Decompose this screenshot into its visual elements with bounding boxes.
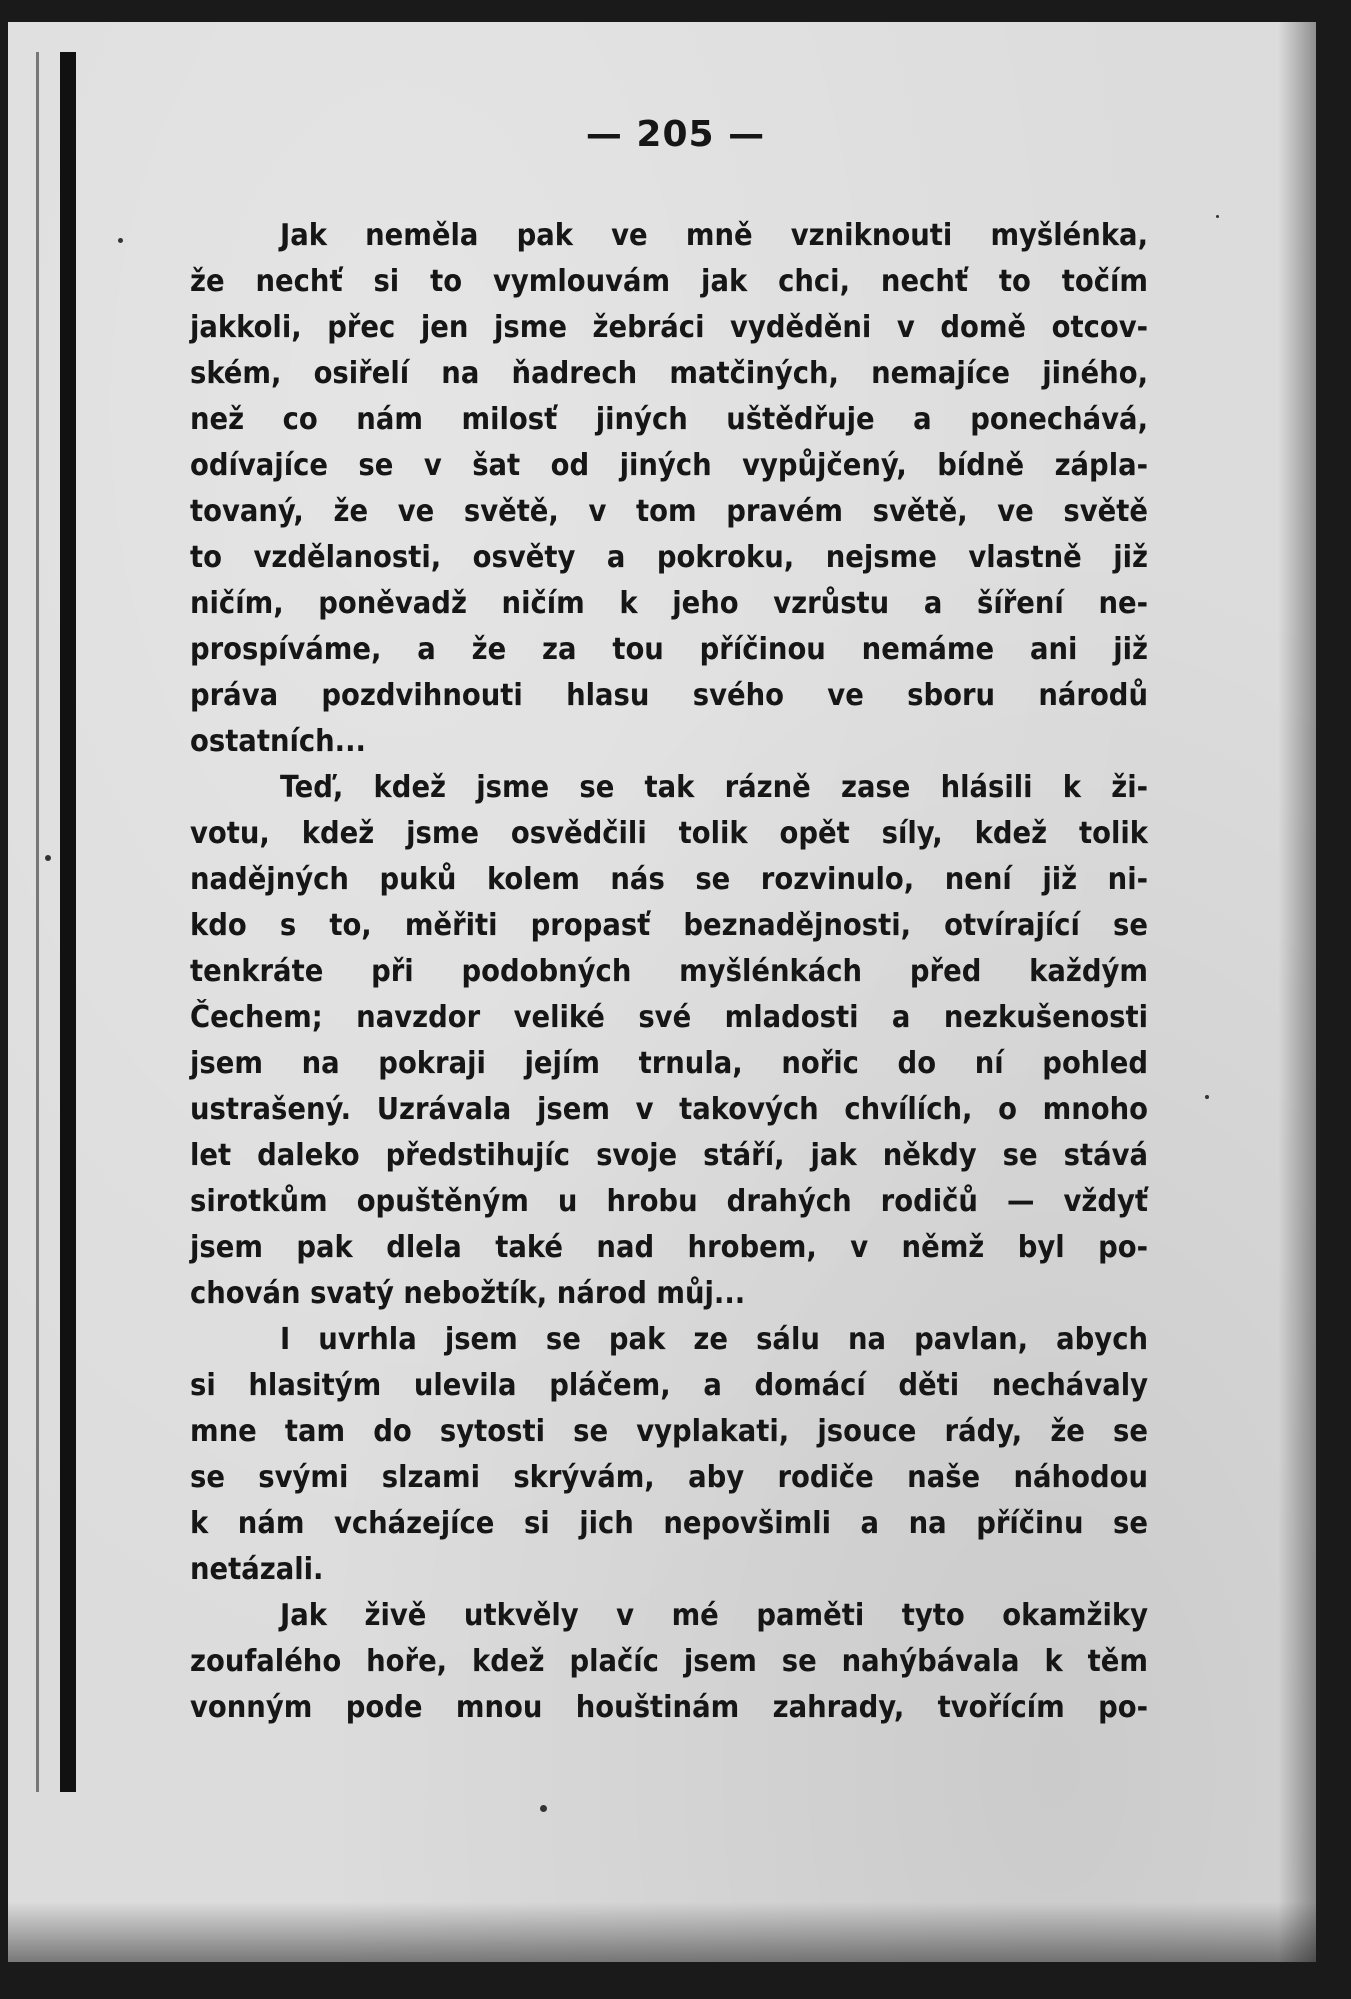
binding-edge-thin — [36, 52, 39, 1792]
scan-speck — [45, 855, 51, 861]
text-line: mne tam do sytosti se vyplakati, jsouce rády, že se — [190, 1414, 1148, 1449]
text-line: zoufalého hoře, kdež plačíc jsem se nahýbávala k těm — [190, 1644, 1148, 1679]
text-line: ustrašený. Uzrávala jsem v takových chvílích, o mnoho — [190, 1092, 1148, 1127]
page-number: — 205 — — [585, 114, 766, 155]
paragraph-4 — [190, 1593, 1148, 1731]
text-line: Jak neměla pak ve mně vzniknouti myšlénka, — [280, 218, 1148, 253]
text-line: tovaný, že ve světě, v tom pravém světě, ve světě — [190, 494, 1148, 529]
scan-speck — [118, 238, 123, 243]
text-line: k nám vcházejíce si jich nepovšimli a na příčinu se — [190, 1506, 1148, 1541]
text-line: odívajíce se v šat od jiných vypůjčený, bídně záplа- — [190, 448, 1148, 483]
text-line: sirotkům opuštěným u hrobu drahých rodičů — vždyť — [190, 1184, 1148, 1219]
text-line: vonným pode mnou houštinám zahrady, tvořícím po- — [190, 1690, 1148, 1725]
text-line: si hlasitým ulevila pláčem, a domácí děti nechávaly — [190, 1368, 1148, 1403]
text-line: kdo s to, měřiti propasť beznadějnosti, otvírající se — [190, 908, 1148, 943]
text-line: tenkráte při podobných myšlénkách před každým — [190, 954, 1148, 989]
paragraph-1 — [190, 213, 1148, 765]
text-line: jsem pak dlela také nad hrobem, v němž byl po- — [190, 1230, 1148, 1265]
text-line: jakkoli, přec jen jsme žebráci vyděděni v domě otcov- — [190, 310, 1148, 345]
text-line: Teď, kdež jsme se tak rázně zase hlásili k ži- — [280, 770, 1148, 805]
paragraph-2 — [190, 765, 1148, 1317]
text-line: Jak živě utkvěly v mé paměti tyto okamžiky — [280, 1598, 1148, 1633]
scan-speck — [1205, 1095, 1209, 1099]
text-line: votu, kdež jsme osvědčili tolik opět síly, kdež tolik — [190, 816, 1148, 851]
text-line: chován svatý nebožtík, národ můj... — [190, 1276, 746, 1311]
text-line: se svými slzami skrývám, aby rodiče naše náhodou — [190, 1460, 1148, 1495]
page-edge-shadow — [1278, 22, 1316, 1962]
binding-edge — [60, 52, 76, 1792]
text-line: netázali. — [190, 1552, 324, 1587]
text-line: ostatních... — [190, 724, 366, 759]
paragraph-3 — [190, 1317, 1148, 1593]
text-line: nadějných puků kolem nás se rozvinulo, není již ni- — [190, 862, 1148, 897]
text-line: práva pozdvihnouti hlasu svého ve sboru národů — [190, 678, 1148, 713]
page-bottom-shadow — [8, 1902, 1316, 1962]
text-line: ském, osiřelí na ňadrech matčiných, nemajíce jiného, — [190, 356, 1148, 391]
text-line: Čechem; navzdor veliké své mladosti a nezkušenosti — [190, 1000, 1148, 1035]
text-line: než co nám milosť jiných uštědřuje a ponechává, — [190, 402, 1148, 437]
text-line: prospíváme, a že za tou příčinou nemáme ani již — [190, 632, 1148, 667]
scan-speck — [540, 1805, 547, 1812]
text-line: to vzdělanosti, osvěty a pokroku, nejsme vlastně již — [190, 540, 1148, 575]
text-line: ničím, poněvadž ničím k jeho vzrůstu a šíření ne- — [190, 586, 1148, 621]
text-line: jsem na pokraji jejím trnula, nořic do ní pohled — [190, 1046, 1148, 1081]
text-line: I uvrhla jsem se pak ze sálu na pavlan, abych — [280, 1322, 1148, 1357]
body-text — [190, 213, 1148, 1731]
text-line: že nechť si to vymlouvám jak chci, nechť to točím — [190, 264, 1148, 299]
text-line: let daleko předstihujíc svoje stáří, jak někdy se stává — [190, 1138, 1148, 1173]
scan-speck — [1216, 215, 1219, 218]
